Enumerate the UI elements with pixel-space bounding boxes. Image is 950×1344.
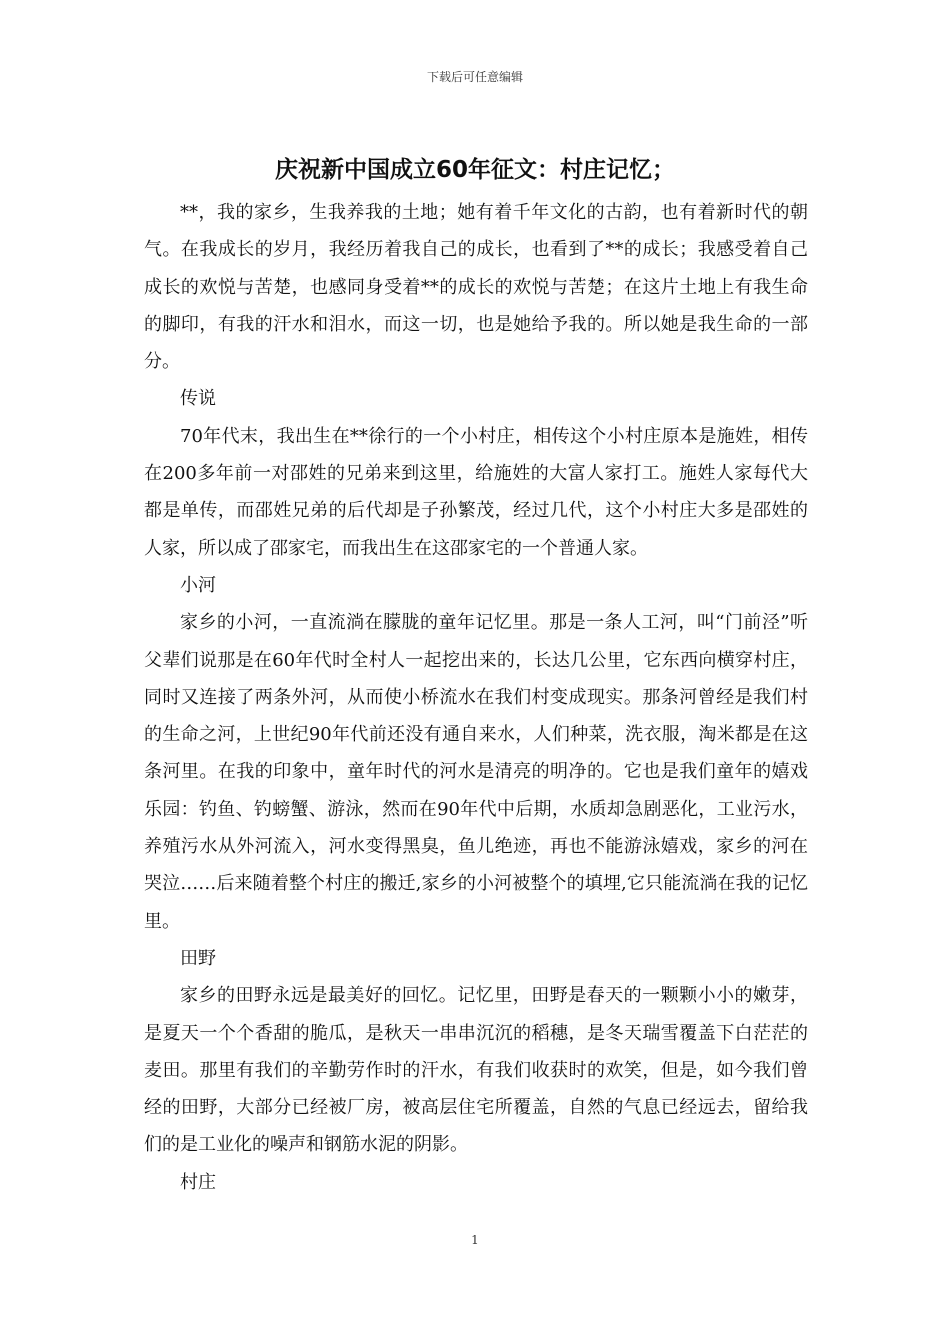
page-header-note: 下载后可任意编辑 (426, 70, 523, 84)
section-heading-legend: 传说 (180, 388, 216, 410)
section-heading-river: 小河 (180, 574, 216, 596)
section-heading-fields: 田野 (180, 947, 216, 969)
paragraph-river: 家乡的小河，一直流淌在朦胧的童年记忆里。那是一条人工河，叫“门前泾”听父辈们说那是在60年代时全村人一起挖出来的，长达几公里，它东西向横穿村庄，同时又连接了两条外河，从而使小桥流水在我们村变成现实。那条河曾经是我们村的生命之河，上世纪90年代前还没有通自来水，人们种菜，洗衣服，淘米都是在这条河里。在我的印象中，童年时代的河水是清亮的明净的。它也是我们童年的嬉戏乐园：钓鱼、钓螃蟹、游泳，然而在90年代中后期，水质却急剧恶化，工业污水，养殖污水从外河流入，河水变得黑臭，鱼儿绝迹，再也不能游泳嬉戏，家乡的河在哭泣……后来随着整个村庄的搬迁,家乡的小河被整个的填埋,它只能流淌在我的记忆里。 (144, 612, 808, 932)
paragraph-legend: 70年代末，我出生在**徐行的一个小村庄，相传这个小村庄原本是施姓，相传在200多年前一对邵姓的兄弟来到这里，给施姓的大富人家打工。施姓人家每代大都是单传，而邵姓兄弟的后代却是子孙繁茂，经过几代，这个小村庄大多是邵姓的人家，所以成了邵家宅，而我出生在这邵家宅的一个普通人家。 (144, 425, 808, 559)
document-body (144, 194, 808, 1201)
paragraph-intro: **，我的家乡，生我养我的土地；她有着千年文化的古韵，也有着新时代的朝气。在我成长的岁月，我经历着我自己的成长，也看到了**的成长；我感受着自己成长的欢悦与苦楚，也感同身受着**的成长的欢悦与苦楚；在这片土地上有我生命的脚印，有我的汗水和泪水，而这一切，也是她给予我的。所以她是我生命的一部分。 (144, 202, 808, 373)
document-title: 庆祝新中国成立60年征文：村庄记忆； (274, 157, 675, 183)
section-heading-village: 村庄 (180, 1171, 216, 1193)
page-number: 1 (471, 1233, 479, 1247)
paragraph-fields: 家乡的田野永远是最美好的回忆。记忆里，田野是春天的一颗颗小小的嫩芽，是夏天一个个香甜的脆瓜，是秋天一串串沉沉的稻穗，是冬天瑞雪覆盖下白茫茫的麦田。那里有我们的辛勤劳作时的汗水，有我们收获时的欢笑，但是，如今我们曾经的田野，大部分已经被厂房，被高层住宅所覆盖，自然的气息已经远去，留给我们的是工业化的噪声和钢筋水泥的阴影。 (144, 985, 808, 1156)
